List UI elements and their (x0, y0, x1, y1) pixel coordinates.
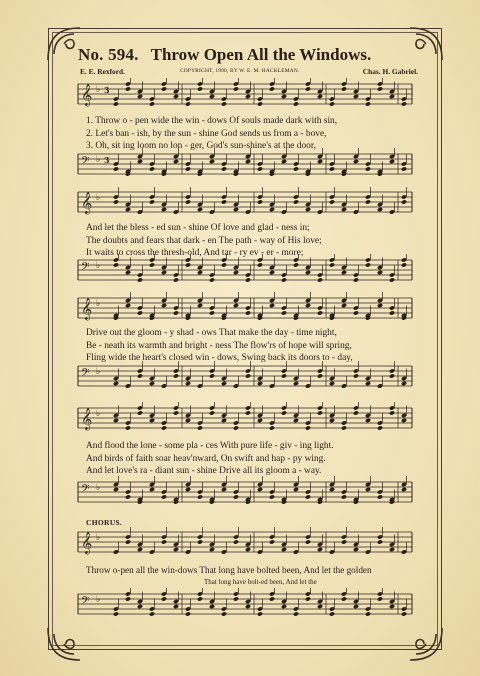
note-head (125, 588, 131, 602)
note-head (113, 187, 119, 205)
note-head (281, 202, 287, 215)
note-head (185, 542, 191, 555)
note-head (257, 599, 263, 617)
bass-clef-icon: 𝄢 (81, 595, 90, 610)
note-head (221, 476, 227, 492)
note-head (149, 254, 155, 268)
chorus-bass-line: That long have bolt-ed been, And let the (204, 578, 317, 586)
note-head (233, 588, 239, 602)
chorus-lyrics (86, 565, 416, 586)
note-head (317, 402, 323, 416)
note-head (137, 148, 143, 164)
note-head (161, 527, 167, 545)
note-head (125, 482, 131, 500)
hymn-title: Throw Open All the Windows. (150, 45, 372, 64)
note-head (173, 298, 179, 316)
note-head (401, 476, 407, 492)
note-head (329, 476, 335, 492)
lyric-line: 2. Let's ban - ish, by the sun - shine God sends us from a - bove, (86, 128, 327, 139)
lyrics-block-4 (86, 440, 416, 478)
flat-sign-icon: ♭ (96, 367, 101, 377)
note-head (137, 298, 143, 316)
note-head (353, 298, 359, 316)
note-head (125, 413, 131, 431)
note-head (377, 482, 383, 500)
lyric-line: Fling wide the heart's closed win - dows, Swing back its doors to - day, (86, 353, 353, 363)
note-head (281, 298, 287, 316)
treble-clef-icon: 𝄞 (81, 532, 93, 554)
note-head (329, 89, 335, 107)
note-head (149, 476, 155, 492)
note-head (401, 254, 407, 268)
note-head (353, 148, 359, 164)
note-head (161, 376, 167, 389)
note-head (161, 78, 167, 92)
note-head (353, 361, 359, 379)
note-head (341, 482, 347, 500)
flat-sign-icon: ♭ (96, 261, 101, 271)
bass-staff-1 (76, 148, 414, 184)
treble-clef-icon: 𝄞 (81, 84, 93, 106)
note-head (209, 298, 215, 316)
lyrics-block-3 (86, 327, 416, 365)
note-head (341, 292, 347, 308)
note-head (305, 527, 311, 545)
flat-sign-icon: ♭ (96, 193, 101, 203)
flat-sign-icon: ♭ (96, 409, 101, 419)
note-head (209, 402, 215, 416)
treble-clef-icon: 𝄞 (81, 408, 93, 430)
note-head (341, 527, 347, 545)
note-head (353, 402, 359, 416)
lyric-line: 1. Throw o - pen wide the win - dows Of souls made dark with sin, (86, 116, 338, 126)
flat-sign-icon: ♭ (96, 155, 101, 165)
note-head (221, 187, 227, 205)
bass-clef-icon: 𝄢 (81, 261, 90, 276)
note-head (113, 476, 119, 492)
treble-staff-2 (76, 186, 414, 222)
note-head (173, 265, 179, 283)
chorus-line: Throw o-pen all the win-dows That long have bolted been, And let the golden (86, 565, 372, 575)
lyric-line: Be - neath its warmth and bright - ness The flow'rs of hope will spring, (86, 340, 352, 351)
author: E. E. Rexford. (80, 67, 125, 76)
note-head (113, 154, 119, 172)
lyric-line: The doubts and fears that dark - en The path - way of His love; (86, 235, 322, 246)
note-head (377, 376, 383, 389)
note-head (221, 154, 227, 172)
note-head (341, 588, 347, 602)
treble-staff-1 (76, 78, 414, 114)
note-head (221, 254, 227, 268)
note-head (257, 254, 263, 268)
note-head (341, 413, 347, 431)
note-head (377, 588, 383, 602)
bass-staff-chorus (76, 588, 414, 624)
note-head (269, 78, 275, 92)
note-head (209, 202, 215, 215)
note-head (293, 89, 299, 107)
note-head (161, 482, 167, 500)
flat-sign-icon: ♭ (96, 595, 101, 605)
note-head (365, 154, 371, 172)
lyric-line: And flood the lone - some pla - ces With pure life - giv - ing light. (86, 441, 334, 451)
note-head (365, 187, 371, 205)
note-head (221, 89, 227, 107)
note-head (137, 402, 143, 416)
lyrics-block-1 (86, 115, 416, 153)
note-head (317, 265, 323, 283)
note-head (305, 376, 311, 389)
treble-staff-chorus (76, 526, 414, 562)
note-head (149, 542, 155, 555)
note-head (233, 376, 239, 389)
note-head (389, 361, 395, 379)
note-head (377, 292, 383, 308)
note-head (257, 154, 263, 172)
note-head (221, 599, 227, 617)
note-head (245, 402, 251, 416)
note-head (293, 187, 299, 205)
note-head (305, 588, 311, 602)
note-head (317, 148, 323, 164)
note-head (185, 599, 191, 617)
note-head (269, 588, 275, 602)
flat-sign-icon: ♭ (96, 85, 101, 95)
note-head (329, 254, 335, 268)
composer: Chas. H. Gabriel. (362, 67, 418, 76)
note-head (305, 413, 311, 431)
note-head (353, 265, 359, 283)
note-head (281, 148, 287, 164)
note-head (221, 542, 227, 555)
note-head (329, 542, 335, 555)
note-head (173, 402, 179, 416)
note-head (149, 599, 155, 617)
note-head (389, 265, 395, 283)
bass-staff-2 (76, 254, 414, 290)
lyric-line: And let the bless - ed sun - shine Of love and glad - ness in; (86, 223, 310, 233)
note-head (197, 413, 203, 431)
note-head (401, 89, 407, 107)
bass-clef-icon: 𝄢 (81, 483, 90, 498)
note-head (161, 413, 167, 431)
note-head (257, 542, 263, 555)
note-head (317, 298, 323, 316)
note-head (329, 187, 335, 205)
note-head (269, 376, 275, 389)
note-head (329, 599, 335, 617)
note-head (173, 148, 179, 164)
note-head (113, 599, 119, 617)
note-head (113, 89, 119, 107)
note-head (293, 542, 299, 555)
note-head (293, 254, 299, 268)
note-head (341, 376, 347, 389)
hymn-number: No. 594. (78, 45, 139, 64)
note-head (257, 476, 263, 492)
treble-staff-3 (76, 292, 414, 328)
time-signature: 3 (104, 85, 110, 95)
flat-sign-icon: ♭ (96, 483, 101, 493)
note-head (125, 78, 131, 92)
note-head (125, 527, 131, 545)
note-head (137, 265, 143, 283)
note-head (197, 588, 203, 602)
note-head (125, 292, 131, 308)
note-head (317, 361, 323, 379)
note-head (233, 482, 239, 500)
note-head (125, 376, 131, 389)
note-head (401, 599, 407, 617)
time-signature: 3 (104, 155, 110, 165)
note-head (269, 292, 275, 308)
note-head (269, 527, 275, 545)
lyric-line: Drive out the gloom - y shad - ows That make the day - time night, (86, 328, 337, 338)
note-head (209, 148, 215, 164)
note-head (233, 78, 239, 92)
note-head (281, 402, 287, 416)
note-head (245, 361, 251, 379)
note-head (281, 265, 287, 283)
note-head (173, 202, 179, 215)
note-head (209, 265, 215, 283)
note-head (281, 361, 287, 379)
note-head (365, 476, 371, 492)
note-head (233, 292, 239, 308)
flat-sign-icon: ♭ (96, 533, 101, 543)
note-head (305, 78, 311, 92)
bass-staff-3 (76, 360, 414, 396)
note-head (293, 154, 299, 172)
treble-clef-icon: 𝄞 (81, 298, 93, 320)
corner-ornament-bottom-right-icon (406, 624, 446, 664)
note-head (149, 154, 155, 172)
note-head (185, 476, 191, 492)
note-head (113, 254, 119, 268)
note-head (185, 254, 191, 268)
note-head (197, 376, 203, 389)
corner-ornament-bottom-left-icon (44, 624, 84, 664)
note-head (161, 588, 167, 602)
note-head (341, 78, 347, 92)
note-head (149, 89, 155, 107)
note-head (377, 413, 383, 431)
note-head (305, 292, 311, 308)
note-head (365, 599, 371, 617)
flat-sign-icon: ♭ (96, 299, 101, 309)
note-head (269, 482, 275, 500)
lyric-line: And let love's ra - diant sun - shine Drive all its gloom a - way. (86, 466, 322, 476)
note-head (389, 402, 395, 416)
note-head (257, 187, 263, 205)
bass-clef-icon: 𝄢 (81, 367, 90, 382)
note-head (245, 265, 251, 283)
note-head (185, 187, 191, 205)
note-head (365, 89, 371, 107)
note-head (305, 482, 311, 500)
note-head (401, 154, 407, 172)
note-head (389, 148, 395, 164)
note-head (185, 89, 191, 107)
note-head (173, 361, 179, 379)
bass-clef-icon: 𝄢 (81, 155, 90, 170)
note-head (245, 202, 251, 215)
note-head (197, 482, 203, 500)
lyric-line: And birds of faith soar heav'nward, On swift and hap - py wing. (86, 453, 326, 464)
note-head (269, 413, 275, 431)
note-head (185, 154, 191, 172)
note-head (365, 542, 371, 555)
hymn-heading (78, 45, 423, 67)
note-head (245, 148, 251, 164)
note-head (197, 527, 203, 545)
note-head (377, 78, 383, 92)
note-head (149, 187, 155, 205)
note-head (389, 202, 395, 215)
note-head (401, 542, 407, 555)
note-head (257, 89, 263, 107)
note-head (233, 527, 239, 545)
treble-clef-icon: 𝄞 (81, 192, 93, 214)
note-head (401, 187, 407, 205)
note-head (389, 298, 395, 316)
note-head (317, 202, 323, 215)
note-head (197, 292, 203, 308)
lyric-line: It waits to cross the thresh-old, And tar - ry ev - er - more; (86, 248, 304, 258)
note-head (161, 292, 167, 308)
note-head (245, 298, 251, 316)
note-head (293, 476, 299, 492)
copyright: COPYRIGHT, 1900, BY W. E. M. HACKLEMAN. (180, 68, 300, 74)
treble-staff-4 (76, 402, 414, 438)
note-head (353, 202, 359, 215)
chorus-label: CHORUS. (86, 518, 123, 527)
note-head (233, 413, 239, 431)
note-head (113, 542, 119, 555)
note-head (137, 361, 143, 379)
lyric-line: 3. Oh, sit ing loom no lon - ger, God's sun-shine's at the door, (86, 141, 316, 151)
note-head (137, 202, 143, 215)
note-head (365, 254, 371, 268)
note-head (293, 599, 299, 617)
note-head (329, 154, 335, 172)
bass-staff-4 (76, 476, 414, 512)
note-head (197, 78, 203, 92)
note-head (377, 527, 383, 545)
note-head (209, 361, 215, 379)
